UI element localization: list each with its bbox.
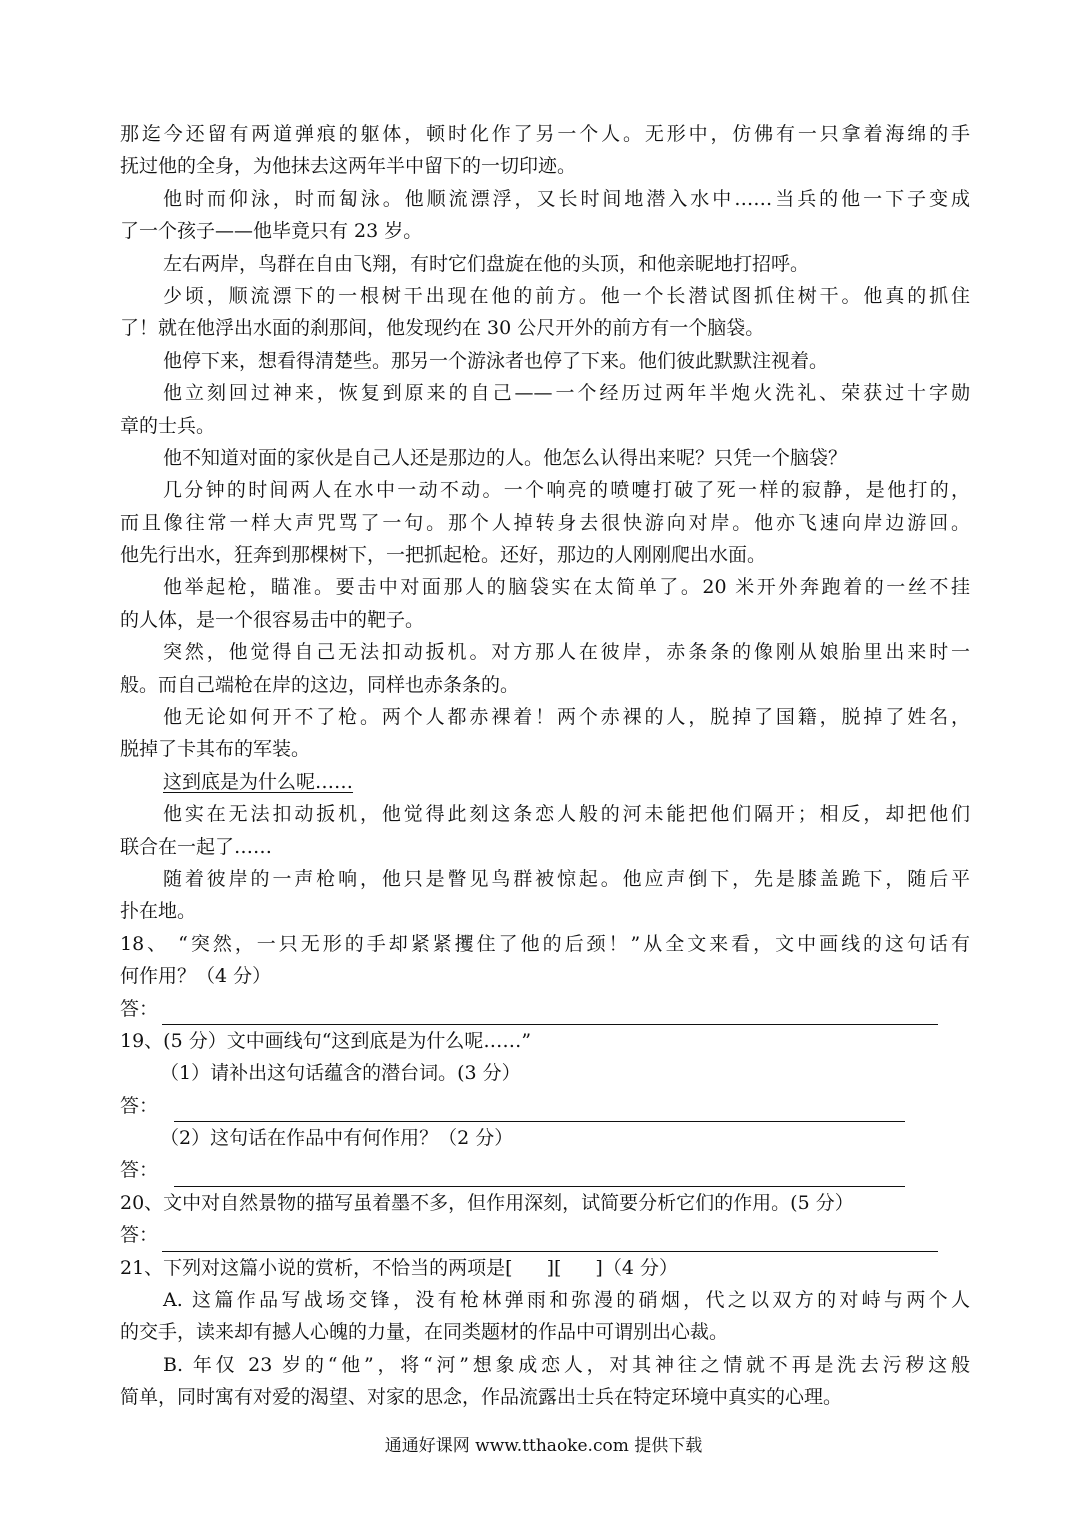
text-line: 章的士兵。 (120, 414, 216, 437)
text-line: 般。而自己端枪在岸的这边，同样也赤条条的。 (120, 673, 520, 696)
question-19: 19、(5 分）文中画线句“这到底是为什么呢……” (120, 1029, 532, 1052)
option-a: A. 这篇作品写战场交锋，没有枪林弹雨和弥漫的硝烟，代之以双方的对峙与两个人 (163, 1289, 970, 1312)
text-line: 他无论如何开不了枪。两个人都赤裸着！两个赤裸的人，脱掉了国籍，脱掉了姓名， (163, 706, 970, 729)
question-18-cont: 何作用？（4 分） (120, 965, 272, 988)
text-line: 随着彼岸的一声枪响，他只是瞥见鸟群被惊起。他应声倒下，先是膝盖跪下，随后平 (163, 867, 970, 890)
answer-18-line[interactable] (162, 1000, 938, 1025)
answer-label: 答： (120, 1094, 159, 1117)
text-line: 他立刻回过神来，恢复到原来的自己——一个经历过两年半炮火洗礼、荣获过十字勋 (163, 382, 970, 405)
text-line: 脱掉了卡其布的军装。 (120, 738, 311, 761)
question-20: 20、文中对自然景物的描写虽着墨不多，但作用深刻，试简要分析它们的作用。(5 分） (120, 1191, 854, 1214)
text-line: 了！就在他浮出水面的刹那间，他发现约在 30 公尺开外的前方有一个脑袋。 (120, 317, 765, 340)
question-18: 18、 “突然，一只无形的手却紧紧攫住了他的后颈！”从全文来看，文中画线的这句话有 (120, 932, 970, 955)
text-line: 了一个孩子——他毕竟只有 23 岁。 (120, 220, 423, 243)
text-line: 他先行出水，狂奔到那棵树下，一把抓起枪。还好，那边的人刚刚爬出水面。 (120, 544, 767, 567)
text-line: 他时而仰泳，时而匐泳。他顺流漂浮，又长时间地潜入水中……当兵的他一下子变成 (163, 187, 970, 210)
answer-label: 答： (120, 997, 159, 1020)
text-line: 抚过他的全身，为他抹去这两年半中留下的一切印迹。 (120, 155, 577, 178)
text-line: 少顷，顺流漂下的一根树干出现在他的前方。他一个长潜试图抓住树干。他真的抓住 (163, 284, 970, 307)
text-line: 他实在无法扣动扳机，他觉得此刻这条恋人般的河未能把他们隔开；相反，却把他们 (163, 803, 970, 826)
answer-19-1-line[interactable] (174, 1097, 905, 1122)
answer-18 (120, 993, 970, 1025)
option-b: B. 年仅 23 岁的“他”，将“河”想象成恋人，对其神往之情就不再是洗去污秽这般 (163, 1353, 970, 1376)
answer-20 (120, 1219, 970, 1251)
answer-19-1 (120, 1090, 970, 1122)
option-a-cont: 的交手，读来却有撼人心魄的力量，在同类题材的作品中可谓别出心裁。 (120, 1321, 729, 1344)
text-line: 而且像往常一样大声咒骂了一句。那个人掉转身去很快游向对岸。他亦飞速向岸边游回。 (120, 511, 970, 534)
text-line: 联合在一起了…… (120, 835, 273, 858)
question-19-2: （2）这句话在作品中有何作用？（2 分） (160, 1127, 514, 1150)
answer-19-2-line[interactable] (174, 1162, 905, 1187)
text-line: 突然，他觉得自己无法扣动扳机。对方那人在彼岸，赤条条的像刚从娘胎里出来时一 (163, 641, 970, 664)
option-b-cont: 简单，同时寓有对爱的渴望、对家的思念，作品流露出士兵在特定环境中真实的心理。 (120, 1386, 843, 1409)
text-line: 扑在地。 (120, 900, 197, 923)
answer-label: 答： (120, 1159, 159, 1182)
question-21-sep: ][ (546, 1256, 562, 1279)
page-footer: 通通好课网 www.tthaoke.com 提供下载 (384, 1436, 703, 1456)
text-line: 那迄今还留有两道弹痕的躯体，顿时化作了另一个人。无形中，仿佛有一只拿着海绵的手 (120, 123, 970, 145)
underlined-sentence: 这到底是为什么呢…… (163, 770, 354, 793)
question-19-1: （1）请补出这句话蕴含的潜台词。(3 分） (160, 1062, 521, 1085)
underlined-sentence-line (120, 766, 970, 798)
answer-20-line[interactable] (162, 1227, 938, 1252)
document-body (120, 118, 970, 1414)
question-21-text: 21、下列对这篇小说的赏析，不恰当的两项是[ (120, 1256, 513, 1279)
text-line: 他举起枪，瞄准。要击中对面那人的脑袋实在太简单了。20 米开外奔跑着的一丝不挂 (163, 576, 970, 599)
text-line: 左右两岸，鸟群在自由飞翔，有时它们盘旋在他的头顶，和他亲昵地打招呼。 (163, 252, 810, 275)
text-line: 他不知道对面的家伙是自己人还是那边的人。他怎么认得出来呢？只凭一个脑袋？ (163, 446, 848, 469)
text-line: 他停下来，想看得清楚些。那另一个游泳者也停了下来。他们彼此默默注视着。 (163, 349, 829, 372)
text-line: 几分钟的时间两人在水中一动不动。一个响亮的喷嚏打破了死一样的寂静，是他打的， (163, 479, 970, 502)
answer-19-2 (120, 1155, 970, 1187)
question-21 (120, 1252, 970, 1284)
question-21-score: ]（4 分） (595, 1256, 678, 1279)
answer-label: 答： (120, 1224, 159, 1247)
text-line: 的人体，是一个很容易击中的靶子。 (120, 608, 425, 631)
